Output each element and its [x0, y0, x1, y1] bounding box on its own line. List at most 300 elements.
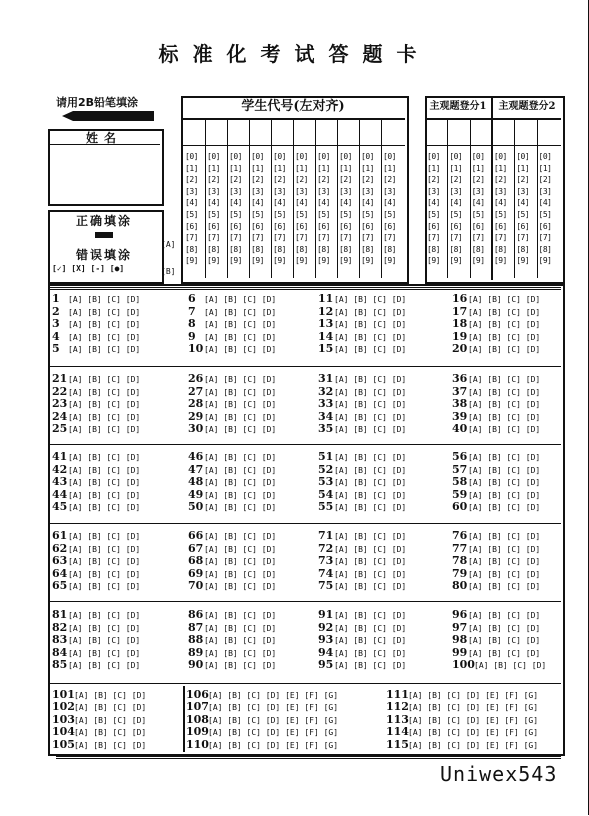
answer-choices[interactable]: [A] [B] [C] [D]: [474, 661, 547, 671]
id-digit-bubble[interactable]: [6]: [185, 221, 198, 231]
score-digit-bubble[interactable]: [4]: [449, 198, 463, 208]
score-digit-bubble[interactable]: [8]: [493, 244, 507, 254]
score-digit-bubble[interactable]: [1]: [538, 163, 552, 173]
answer-choices[interactable]: [A] [B] [C] [D]: [204, 503, 277, 513]
score-digit-bubble[interactable]: [0]: [493, 152, 507, 161]
score-digit-bubble[interactable]: [1]: [427, 163, 440, 173]
score-digit-bubble[interactable]: [9]: [538, 256, 552, 266]
score-digit-bubble[interactable]: [9]: [449, 256, 463, 266]
answer-choices[interactable]: [A] [B] [C] [D]: [68, 636, 141, 646]
question-row[interactable]: [188, 293, 276, 306]
id-digit-bubble[interactable]: [7]: [273, 233, 286, 243]
answer-choices[interactable]: [A] [B] [C] [D]: [204, 412, 277, 422]
answer-choices[interactable]: [A] [B] [C] [D]: [204, 453, 277, 462]
id-digit-bubble[interactable]: [5]: [361, 210, 374, 219]
answer-choices[interactable]: [A] [B] [C] [D]: [68, 400, 141, 410]
answer-choices[interactable]: [A] [B] [C] [D]: [74, 715, 147, 725]
answer-choices[interactable]: [A] [B] [C] [D]: [334, 544, 407, 554]
id-digit-bubble[interactable]: [0]: [273, 152, 286, 161]
answer-choices[interactable]: [A] [B] [C] [D]: [334, 557, 407, 567]
answer-choices[interactable]: [A] [B] [C] [D]: [68, 478, 141, 488]
answer-choices[interactable]: [A] [B] [C] [D] [E] [F] [G]: [408, 740, 539, 750]
answer-choices[interactable]: [A] [B] [C] [D]: [74, 728, 147, 738]
answer-choices[interactable]: [A] [B] [C] [D] [E] [F] [G]: [208, 691, 339, 700]
score-digit-bubble[interactable]: [9]: [493, 256, 507, 266]
answer-choices[interactable]: [A] [B] [C] [D] [E] [F] [G]: [408, 728, 539, 738]
answer-choices[interactable]: [A] [B] [C] [D]: [334, 387, 407, 397]
answer-choices[interactable]: [A] [B] [C] [D] [E] [F] [G]: [208, 703, 339, 713]
answer-choices[interactable]: [A] [B] [C] [D]: [74, 703, 147, 713]
id-digit-bubble[interactable]: [4]: [273, 198, 286, 208]
score-digit-bubble[interactable]: [4]: [471, 198, 485, 208]
answer-choices[interactable]: [A] [B] [C] [D]: [204, 400, 277, 410]
question-row[interactable]: [52, 331, 140, 344]
id-digit-bubble[interactable]: [5]: [273, 210, 286, 219]
answer-choices[interactable]: [A] [B] [C] [D]: [334, 611, 407, 620]
answer-choices[interactable]: [A] [B] [C] [D]: [68, 623, 141, 633]
score-digit-bubble[interactable]: [0]: [471, 152, 485, 161]
answer-choices[interactable]: [A] [B] [C] [D]: [204, 478, 277, 488]
id-digit-bubble[interactable]: [1]: [295, 163, 308, 173]
score-digit-bubble[interactable]: [7]: [538, 233, 552, 243]
id-digit-bubble[interactable]: [8]: [339, 244, 352, 254]
id-digit-bubble[interactable]: [1]: [339, 163, 352, 173]
answer-choices[interactable]: [A] [B] [C] [D]: [468, 611, 541, 620]
id-digit-bubble[interactable]: [0]: [207, 152, 220, 161]
score-digit-bubble[interactable]: [7]: [449, 233, 463, 243]
answer-choices[interactable]: [A] [B] [C] [D]: [68, 569, 141, 579]
id-digit-bubble[interactable]: [9]: [207, 256, 220, 266]
answer-choices[interactable]: [A] [B] [C] [D] [E] [F] [G]: [208, 715, 339, 725]
score-digit-bubble[interactable]: [7]: [516, 233, 530, 243]
answer-choices[interactable]: [A] [B] [C] [D]: [334, 453, 407, 462]
score-digit-bubble[interactable]: [5]: [449, 210, 463, 219]
id-digit-bubble[interactable]: [3]: [229, 186, 242, 196]
id-digit-bubble[interactable]: [7]: [295, 233, 308, 243]
answer-choices[interactable]: [A] [B] [C] [D]: [68, 661, 141, 671]
id-digit-bubble[interactable]: [1]: [185, 163, 198, 173]
answer-choices[interactable]: [A] [B] [C] [D]: [334, 532, 407, 541]
id-digit-bubble[interactable]: [9]: [339, 256, 352, 266]
id-digit-bubble[interactable]: [2]: [229, 175, 242, 185]
id-digit-bubble[interactable]: [4]: [361, 198, 374, 208]
answer-choices[interactable]: [A] [B] [C] [D]: [204, 387, 277, 397]
id-digit-bubble[interactable]: [8]: [207, 244, 220, 254]
question-row[interactable]: [52, 306, 140, 319]
score-digit-bubble[interactable]: [5]: [516, 210, 530, 219]
id-digit-bubble[interactable]: [2]: [207, 175, 220, 185]
score-digit-bubble[interactable]: [6]: [493, 221, 507, 231]
answer-choices[interactable]: [A] [B] [C] [D]: [334, 307, 407, 317]
question-row[interactable]: [52, 423, 140, 436]
answer-choices[interactable]: [A] [B] [C] [D]: [334, 503, 407, 513]
id-digit-bubble[interactable]: [7]: [361, 233, 374, 243]
id-digit-bubble[interactable]: [4]: [317, 198, 330, 208]
answer-choices[interactable]: [A] [B] [C] [D]: [468, 636, 541, 646]
question-row[interactable]: [186, 739, 338, 752]
form-type-b-bubble[interactable]: [B]: [161, 267, 176, 276]
question-row[interactable]: [52, 501, 140, 514]
answer-choices[interactable]: [A] [B] [C] [D]: [68, 425, 141, 435]
score-digit-bubble[interactable]: [3]: [516, 186, 530, 196]
score-digit-bubble[interactable]: [0]: [516, 152, 530, 161]
answer-choices[interactable]: [A] [B] [C] [D]: [204, 490, 277, 500]
id-digit-bubble[interactable]: [4]: [229, 198, 242, 208]
score-digit-bubble[interactable]: [8]: [471, 244, 485, 254]
answer-choices[interactable]: [A] [B] [C] [D]: [68, 412, 141, 422]
id-digit-bubble[interactable]: [6]: [383, 221, 396, 231]
id-digit-bubble[interactable]: [4]: [251, 198, 264, 208]
id-digit-bubble[interactable]: [2]: [295, 175, 308, 185]
id-digit-bubble[interactable]: [7]: [229, 233, 242, 243]
id-digit-bubble[interactable]: [2]: [185, 175, 198, 185]
id-digit-bubble[interactable]: [6]: [229, 221, 242, 231]
answer-choices[interactable]: [A] [B] [C] [D]: [334, 345, 407, 355]
answer-choices[interactable]: [A] [B] [C] [D]: [468, 557, 541, 567]
id-digit-bubble[interactable]: [5]: [229, 210, 242, 219]
answer-choices[interactable]: [A] [B] [C] [D]: [204, 544, 277, 554]
question-row[interactable]: [188, 501, 276, 514]
score-digit-bubble[interactable]: [5]: [427, 210, 440, 219]
answer-choices[interactable]: [A] [B] [C] [D]: [334, 569, 407, 579]
answer-choices[interactable]: [A] [B] [C] [D]: [468, 332, 541, 342]
score-digit-bubble[interactable]: [9]: [471, 256, 485, 266]
id-digit-bubble[interactable]: [7]: [251, 233, 264, 243]
score-digit-bubble[interactable]: [9]: [516, 256, 530, 266]
id-digit-bubble[interactable]: [1]: [317, 163, 330, 173]
id-digit-bubble[interactable]: [8]: [251, 244, 264, 254]
answer-choices[interactable]: [A] [B] [C] [D]: [68, 332, 141, 342]
answer-choices[interactable]: [A] [B] [C] [D]: [68, 453, 141, 462]
id-digit-bubble[interactable]: [3]: [339, 186, 352, 196]
score-digit-bubble[interactable]: [9]: [427, 256, 440, 266]
answer-choices[interactable]: [A] [B] [C] [D]: [334, 375, 407, 384]
answer-choices[interactable]: [A] [B] [C] [D]: [204, 636, 277, 646]
id-digit-bubble[interactable]: [2]: [251, 175, 264, 185]
answer-choices[interactable]: [A] [B] [C] [D]: [204, 345, 277, 355]
answer-choices[interactable]: [A] [B] [C] [D]: [68, 532, 141, 541]
answer-choices[interactable]: [A] [B] [C] [D]: [334, 490, 407, 500]
question-row[interactable]: [188, 659, 276, 672]
answer-choices[interactable]: [A] [B] [C] [D]: [334, 332, 407, 342]
question-row[interactable]: [452, 580, 540, 593]
score-digit-bubble[interactable]: [3]: [538, 186, 552, 196]
id-digit-bubble[interactable]: [0]: [361, 152, 374, 161]
id-digit-bubble[interactable]: [3]: [383, 186, 396, 196]
id-digit-bubble[interactable]: [9]: [251, 256, 264, 266]
id-digit-bubble[interactable]: [8]: [185, 244, 198, 254]
answer-choices[interactable]: [A] [B] [C] [D]: [68, 465, 141, 475]
answer-choices[interactable]: [A] [B] [C] [D] [E] [F] [G]: [208, 740, 339, 750]
id-digit-bubble[interactable]: [5]: [185, 210, 198, 219]
answer-choices[interactable]: [A] [B] [C] [D]: [468, 544, 541, 554]
id-digit-bubble[interactable]: [5]: [339, 210, 352, 219]
answer-choices[interactable]: [A] [B] [C] [D]: [468, 623, 541, 633]
id-digit-bubble[interactable]: [0]: [383, 152, 396, 161]
id-digit-bubble[interactable]: [4]: [295, 198, 308, 208]
id-digit-bubble[interactable]: [0]: [251, 152, 264, 161]
answer-choices[interactable]: [A] [B] [C] [D]: [468, 503, 541, 513]
answer-choices[interactable]: [A] [B] [C] [D]: [334, 412, 407, 422]
score-digit-bubble[interactable]: [0]: [427, 152, 440, 161]
id-digit-bubble[interactable]: [6]: [317, 221, 330, 231]
score-digit-bubble[interactable]: [4]: [493, 198, 507, 208]
id-digit-bubble[interactable]: [4]: [339, 198, 352, 208]
id-digit-bubble[interactable]: [6]: [251, 221, 264, 231]
score-digit-bubble[interactable]: [6]: [516, 221, 530, 231]
id-digit-bubble[interactable]: [7]: [317, 233, 330, 243]
answer-choices[interactable]: [A] [B] [C] [D]: [468, 582, 541, 592]
question-row[interactable]: [386, 739, 538, 752]
question-row[interactable]: [52, 318, 140, 331]
id-digit-bubble[interactable]: [6]: [273, 221, 286, 231]
answer-choices[interactable]: [A] [B] [C] [D]: [204, 557, 277, 567]
answer-choices[interactable]: [A] [B] [C] [D]: [468, 307, 541, 317]
answer-choices[interactable]: [A] [B] [C] [D]: [68, 611, 141, 620]
id-digit-bubble[interactable]: [8]: [383, 244, 396, 254]
answer-choices[interactable]: [A] [B] [C] [D]: [204, 465, 277, 475]
answer-choices[interactable]: [A] [B] [C] [D]: [68, 320, 141, 330]
answer-choices[interactable]: [A] [B] [C] [D]: [204, 320, 277, 330]
id-digit-bubble[interactable]: [6]: [361, 221, 374, 231]
answer-choices[interactable]: [A] [B] [C] [D]: [68, 582, 141, 592]
question-row[interactable]: [318, 501, 406, 514]
score-digit-bubble[interactable]: [1]: [471, 163, 485, 173]
answer-choices[interactable]: [A] [B] [C] [D]: [204, 532, 277, 541]
answer-choices[interactable]: [A] [B] [C] [D] [E] [F] [G]: [208, 728, 339, 738]
id-digit-bubble[interactable]: [9]: [185, 256, 198, 266]
form-type-a-bubble[interactable]: [A]: [161, 240, 176, 249]
score-digit-bubble[interactable]: [6]: [538, 221, 552, 231]
question-row[interactable]: [52, 659, 140, 672]
score-digit-bubble[interactable]: [8]: [516, 244, 530, 254]
id-digit-bubble[interactable]: [4]: [207, 198, 220, 208]
question-row[interactable]: [188, 580, 276, 593]
question-row[interactable]: [318, 580, 406, 593]
answer-choices[interactable]: [A] [B] [C] [D]: [204, 648, 277, 658]
answer-choices[interactable]: [A] [B] [C] [D] [E] [F] [G]: [408, 691, 539, 700]
question-row[interactable]: [318, 343, 406, 356]
question-row[interactable]: [188, 343, 276, 356]
answer-choices[interactable]: [A] [B] [C] [D]: [334, 648, 407, 658]
answer-choices[interactable]: [A] [B] [C] [D]: [204, 611, 277, 620]
score-digit-bubble[interactable]: [5]: [538, 210, 552, 219]
score-digit-bubble[interactable]: [2]: [449, 175, 463, 185]
answer-choices[interactable]: [A] [B] [C] [D]: [334, 582, 407, 592]
answer-choices[interactable]: [A] [B] [C] [D]: [74, 691, 147, 700]
id-digit-bubble[interactable]: [3]: [207, 186, 220, 196]
answer-choices[interactable]: [A] [B] [C] [D]: [334, 623, 407, 633]
answer-choices[interactable]: [A] [B] [C] [D]: [468, 375, 541, 384]
id-digit-bubble[interactable]: [2]: [339, 175, 352, 185]
answer-choices[interactable]: [A] [B] [C] [D]: [204, 295, 277, 304]
id-digit-bubble[interactable]: [6]: [207, 221, 220, 231]
question-row[interactable]: [188, 318, 276, 331]
answer-choices[interactable]: [A] [B] [C] [D]: [204, 375, 277, 384]
answer-choices[interactable]: [A] [B] [C] [D]: [204, 307, 277, 317]
answer-choices[interactable]: [A] [B] [C] [D] [E] [F] [G]: [408, 703, 539, 713]
answer-choices[interactable]: [A] [B] [C] [D]: [68, 345, 141, 355]
id-digit-bubble[interactable]: [1]: [361, 163, 374, 173]
score-digit-bubble[interactable]: [1]: [516, 163, 530, 173]
score-digit-bubble[interactable]: [5]: [493, 210, 507, 219]
id-digit-bubble[interactable]: [7]: [207, 233, 220, 243]
score-digit-bubble[interactable]: [7]: [493, 233, 507, 243]
answer-choices[interactable]: [A] [B] [C] [D]: [204, 661, 277, 671]
id-digit-bubble[interactable]: [8]: [273, 244, 286, 254]
id-digit-bubble[interactable]: [8]: [317, 244, 330, 254]
question-row[interactable]: [452, 423, 540, 436]
score-digit-bubble[interactable]: [1]: [493, 163, 507, 173]
question-row[interactable]: [318, 659, 406, 672]
answer-choices[interactable]: [A] [B] [C] [D]: [68, 544, 141, 554]
score-digit-bubble[interactable]: [6]: [471, 221, 485, 231]
answer-choices[interactable]: [A] [B] [C] [D]: [68, 648, 141, 658]
answer-choices[interactable]: [A] [B] [C] [D]: [468, 387, 541, 397]
answer-choices[interactable]: [A] [B] [C] [D]: [334, 425, 407, 435]
score-digit-bubble[interactable]: [2]: [427, 175, 440, 185]
score-digit-bubble[interactable]: [4]: [427, 198, 440, 208]
id-digit-bubble[interactable]: [2]: [383, 175, 396, 185]
id-digit-bubble[interactable]: [0]: [295, 152, 308, 161]
id-digit-bubble[interactable]: [5]: [317, 210, 330, 219]
id-digit-bubble[interactable]: [8]: [295, 244, 308, 254]
id-digit-bubble[interactable]: [7]: [185, 233, 198, 243]
id-digit-bubble[interactable]: [3]: [295, 186, 308, 196]
id-digit-bubble[interactable]: [1]: [229, 163, 242, 173]
score-digit-bubble[interactable]: [7]: [427, 233, 440, 243]
answer-choices[interactable]: [A] [B] [C] [D]: [204, 569, 277, 579]
id-digit-bubble[interactable]: [8]: [229, 244, 242, 254]
score-digit-bubble[interactable]: [1]: [449, 163, 463, 173]
answer-choices[interactable]: [A] [B] [C] [D]: [468, 412, 541, 422]
score-digit-bubble[interactable]: [0]: [538, 152, 552, 161]
id-digit-bubble[interactable]: [1]: [251, 163, 264, 173]
id-digit-bubble[interactable]: [9]: [273, 256, 286, 266]
id-digit-bubble[interactable]: [4]: [383, 198, 396, 208]
answer-choices[interactable]: [A] [B] [C] [D]: [204, 582, 277, 592]
id-digit-bubble[interactable]: [2]: [317, 175, 330, 185]
score-digit-bubble[interactable]: [3]: [427, 186, 440, 196]
id-digit-bubble[interactable]: [3]: [317, 186, 330, 196]
id-digit-bubble[interactable]: [0]: [317, 152, 330, 161]
answer-choices[interactable]: [A] [B] [C] [D]: [468, 478, 541, 488]
answer-choices[interactable]: [A] [B] [C] [D]: [468, 345, 541, 355]
id-digit-bubble[interactable]: [3]: [361, 186, 374, 196]
answer-choices[interactable]: [A] [B] [C] [D]: [468, 648, 541, 658]
score-digit-bubble[interactable]: [3]: [449, 186, 463, 196]
answer-choices[interactable]: [A] [B] [C] [D]: [468, 425, 541, 435]
answer-choices[interactable]: [A] [B] [C] [D]: [68, 387, 141, 397]
answer-choices[interactable]: [A] [B] [C] [D]: [468, 453, 541, 462]
id-digit-bubble[interactable]: [9]: [229, 256, 242, 266]
id-digit-bubble[interactable]: [0]: [229, 152, 242, 161]
answer-choices[interactable]: [A] [B] [C] [D] [E] [F] [G]: [408, 715, 539, 725]
answer-choices[interactable]: [A] [B] [C] [D]: [334, 320, 407, 330]
id-digit-bubble[interactable]: [7]: [383, 233, 396, 243]
answer-choices[interactable]: [A] [B] [C] [D]: [334, 400, 407, 410]
id-digit-bubble[interactable]: [4]: [185, 198, 198, 208]
question-row[interactable]: [188, 306, 276, 319]
answer-choices[interactable]: [A] [B] [C] [D]: [68, 557, 141, 567]
id-digit-bubble[interactable]: [5]: [207, 210, 220, 219]
id-digit-bubble[interactable]: [8]: [361, 244, 374, 254]
score-digit-bubble[interactable]: [4]: [538, 198, 552, 208]
score-digit-bubble[interactable]: [6]: [449, 221, 463, 231]
question-row[interactable]: [452, 659, 546, 672]
id-digit-bubble[interactable]: [3]: [251, 186, 264, 196]
answer-choices[interactable]: [A] [B] [C] [D]: [334, 478, 407, 488]
answer-choices[interactable]: [A] [B] [C] [D]: [204, 332, 277, 342]
answer-choices[interactable]: [A] [B] [C] [D]: [68, 307, 141, 317]
answer-choices[interactable]: [A] [B] [C] [D]: [468, 569, 541, 579]
id-digit-bubble[interactable]: [0]: [339, 152, 352, 161]
question-row[interactable]: [52, 293, 140, 306]
id-digit-bubble[interactable]: [5]: [383, 210, 396, 219]
score-digit-bubble[interactable]: [2]: [493, 175, 507, 185]
question-row[interactable]: [52, 580, 140, 593]
score-digit-bubble[interactable]: [5]: [471, 210, 485, 219]
answer-choices[interactable]: [A] [B] [C] [D]: [68, 375, 141, 384]
question-row[interactable]: [52, 343, 140, 356]
score-digit-bubble[interactable]: [2]: [516, 175, 530, 185]
answer-choices[interactable]: [A] [B] [C] [D]: [468, 400, 541, 410]
answer-choices[interactable]: [A] [B] [C] [D]: [68, 295, 141, 304]
id-digit-bubble[interactable]: [3]: [273, 186, 286, 196]
answer-choices[interactable]: [A] [B] [C] [D]: [468, 532, 541, 541]
score-digit-bubble[interactable]: [3]: [471, 186, 485, 196]
score-digit-bubble[interactable]: [8]: [449, 244, 463, 254]
question-row[interactable]: [318, 423, 406, 436]
score-digit-bubble[interactable]: [8]: [538, 244, 552, 254]
score-digit-bubble[interactable]: [4]: [516, 198, 530, 208]
answer-choices[interactable]: [A] [B] [C] [D]: [334, 636, 407, 646]
answer-choices[interactable]: [A] [B] [C] [D]: [334, 661, 407, 671]
id-digit-bubble[interactable]: [0]: [185, 152, 198, 161]
answer-choices[interactable]: [A] [B] [C] [D]: [204, 623, 277, 633]
answer-choices[interactable]: [A] [B] [C] [D]: [468, 465, 541, 475]
id-digit-bubble[interactable]: [5]: [251, 210, 264, 219]
id-digit-bubble[interactable]: [6]: [339, 221, 352, 231]
id-digit-bubble[interactable]: [3]: [185, 186, 198, 196]
id-digit-bubble[interactable]: [1]: [207, 163, 220, 173]
answer-choices[interactable]: [A] [B] [C] [D]: [334, 465, 407, 475]
id-digit-bubble[interactable]: [1]: [383, 163, 396, 173]
question-row[interactable]: [452, 343, 540, 356]
score-digit-bubble[interactable]: [6]: [427, 221, 440, 231]
answer-choices[interactable]: [A] [B] [C] [D]: [468, 490, 541, 500]
question-row[interactable]: [452, 501, 540, 514]
answer-choices[interactable]: [A] [B] [C] [D]: [468, 295, 541, 304]
id-digit-bubble[interactable]: [1]: [273, 163, 286, 173]
answer-choices[interactable]: [A] [B] [C] [D]: [334, 295, 407, 304]
answer-choices[interactable]: [A] [B] [C] [D]: [468, 320, 541, 330]
id-digit-bubble[interactable]: [9]: [295, 256, 308, 266]
score-digit-bubble[interactable]: [8]: [427, 244, 440, 254]
id-digit-bubble[interactable]: [2]: [361, 175, 374, 185]
id-digit-bubble[interactable]: [9]: [317, 256, 330, 266]
id-digit-bubble[interactable]: [9]: [361, 256, 374, 266]
score-digit-bubble[interactable]: [0]: [449, 152, 463, 161]
answer-choices[interactable]: [A] [B] [C] [D]: [74, 740, 147, 750]
question-row[interactable]: [52, 739, 146, 752]
id-digit-bubble[interactable]: [9]: [383, 256, 396, 266]
score-digit-bubble[interactable]: [2]: [538, 175, 552, 185]
answer-choices[interactable]: [A] [B] [C] [D]: [68, 503, 141, 513]
id-digit-bubble[interactable]: [2]: [273, 175, 286, 185]
id-digit-bubble[interactable]: [5]: [295, 210, 308, 219]
score-digit-bubble[interactable]: [7]: [471, 233, 485, 243]
